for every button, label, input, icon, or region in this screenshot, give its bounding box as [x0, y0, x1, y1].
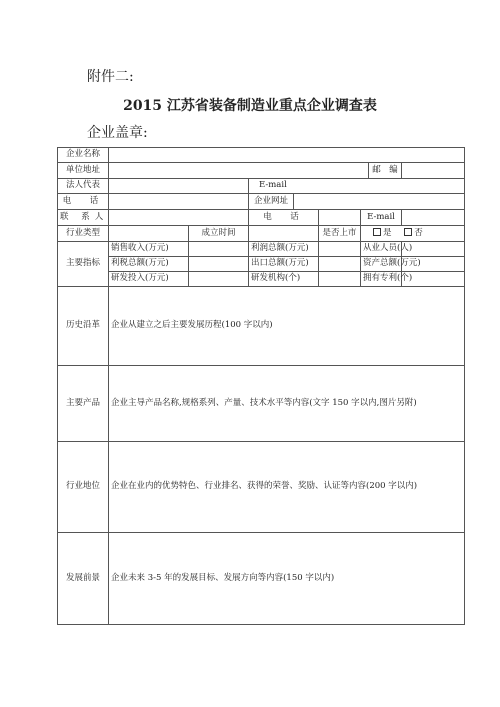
phone-label: 电 话: [58, 194, 109, 210]
position-field[interactable]: [109, 442, 465, 533]
postcode-label: 邮 编: [369, 163, 402, 179]
position-instructions: 企业在业内的优势特色、行业排名、获得的荣誉、奖励、认证等内容(200 字以内): [111, 481, 418, 492]
attachment-label: 附件二:: [87, 69, 134, 85]
company-name-field[interactable]: [109, 148, 465, 163]
rd-org-label: 研发机构(个): [249, 272, 319, 287]
indicators-label: 主要指标: [58, 242, 109, 287]
founded-field[interactable]: [249, 226, 319, 242]
rd-org-field[interactable]: [319, 272, 361, 287]
tax-label: 利税总额(万元): [109, 257, 189, 272]
assets-label: 资产总额(万元): [361, 257, 402, 272]
contact-email-field[interactable]: [402, 210, 465, 226]
row-phone: [58, 194, 465, 210]
row-contact: [58, 210, 465, 226]
company-seal-label: 企业盖章:: [87, 125, 148, 141]
rd-invest-field[interactable]: [189, 272, 249, 287]
website-label: 企业网址: [249, 194, 294, 210]
history-instructions: 企业从建立之后主要发展历程(100 字以内): [111, 320, 273, 331]
products-label: 主要产品: [58, 366, 109, 442]
survey-table: [57, 147, 465, 625]
listed-no-option[interactable]: [404, 228, 423, 238]
listed-options: [361, 226, 465, 242]
yes-label: 是: [383, 227, 392, 238]
row-products: [58, 366, 465, 442]
address-field[interactable]: [109, 163, 369, 179]
history-field[interactable]: [109, 287, 465, 366]
phone-field[interactable]: [109, 194, 249, 210]
listed-yes-option[interactable]: [373, 228, 392, 238]
legal-rep-field[interactable]: [109, 179, 249, 194]
row-position: [58, 442, 465, 533]
row-legal-rep: [58, 179, 465, 194]
prospect-label: 发展前景: [58, 533, 109, 625]
listed-label: 是否上市: [319, 226, 361, 242]
form-title: 2015 江苏省装备制造业重点企业调查表: [123, 98, 377, 114]
website-field[interactable]: [294, 194, 465, 210]
email-label: E-mail: [249, 179, 465, 194]
prospect-field[interactable]: [109, 533, 465, 625]
sales-label: 销售收入(万元): [109, 242, 189, 257]
contact-label: 联 系人: [58, 210, 109, 226]
export-label: 出口总额(万元): [249, 257, 319, 272]
row-prospect: [58, 533, 465, 625]
export-field[interactable]: [319, 257, 361, 272]
position-label: 行业地位: [58, 442, 109, 533]
row-industry: [58, 226, 465, 242]
sales-field[interactable]: [189, 242, 249, 257]
rd-invest-label: 研发投入(万元): [109, 272, 189, 287]
patents-label: 拥有专利(个): [361, 272, 402, 287]
contact-phone-field[interactable]: [319, 210, 361, 226]
profit-field[interactable]: [319, 242, 361, 257]
tax-field[interactable]: [189, 257, 249, 272]
row-indicators-1: [58, 242, 465, 257]
industry-type-label: 行业类型: [58, 226, 109, 242]
no-checkbox-icon[interactable]: [404, 228, 412, 236]
no-label: 否: [414, 227, 423, 238]
company-name-label: 企业名称: [58, 148, 109, 163]
row-company-name: [58, 148, 465, 163]
row-address: [58, 163, 465, 179]
products-instructions: 企业主导产品名称,规格系列、产量、技术水平等内容(文字 150 字以内,图片另附): [111, 397, 417, 408]
products-field[interactable]: [109, 366, 465, 442]
prospect-instructions: 企业未来 3-5 年的发展目标、发展方向等内容(150 字以内): [111, 572, 335, 583]
contact-phone-label: 电 话: [249, 210, 319, 226]
history-label: 历史沿革: [58, 287, 109, 366]
founded-label: 成立时间: [189, 226, 249, 242]
address-label: 单位地址: [58, 163, 109, 179]
yes-checkbox-icon[interactable]: [373, 228, 381, 236]
postcode-field[interactable]: [402, 163, 465, 179]
row-indicators-3: [58, 272, 465, 287]
contact-field[interactable]: [109, 210, 249, 226]
profit-label: 利润总额(万元): [249, 242, 319, 257]
row-history: [58, 287, 465, 366]
legal-rep-label: 法人代表: [58, 179, 109, 194]
employees-label: 从业人员(人): [361, 242, 402, 257]
row-indicators-2: [58, 257, 465, 272]
contact-email-label: E-mail: [361, 210, 402, 226]
industry-type-field[interactable]: [109, 226, 189, 242]
